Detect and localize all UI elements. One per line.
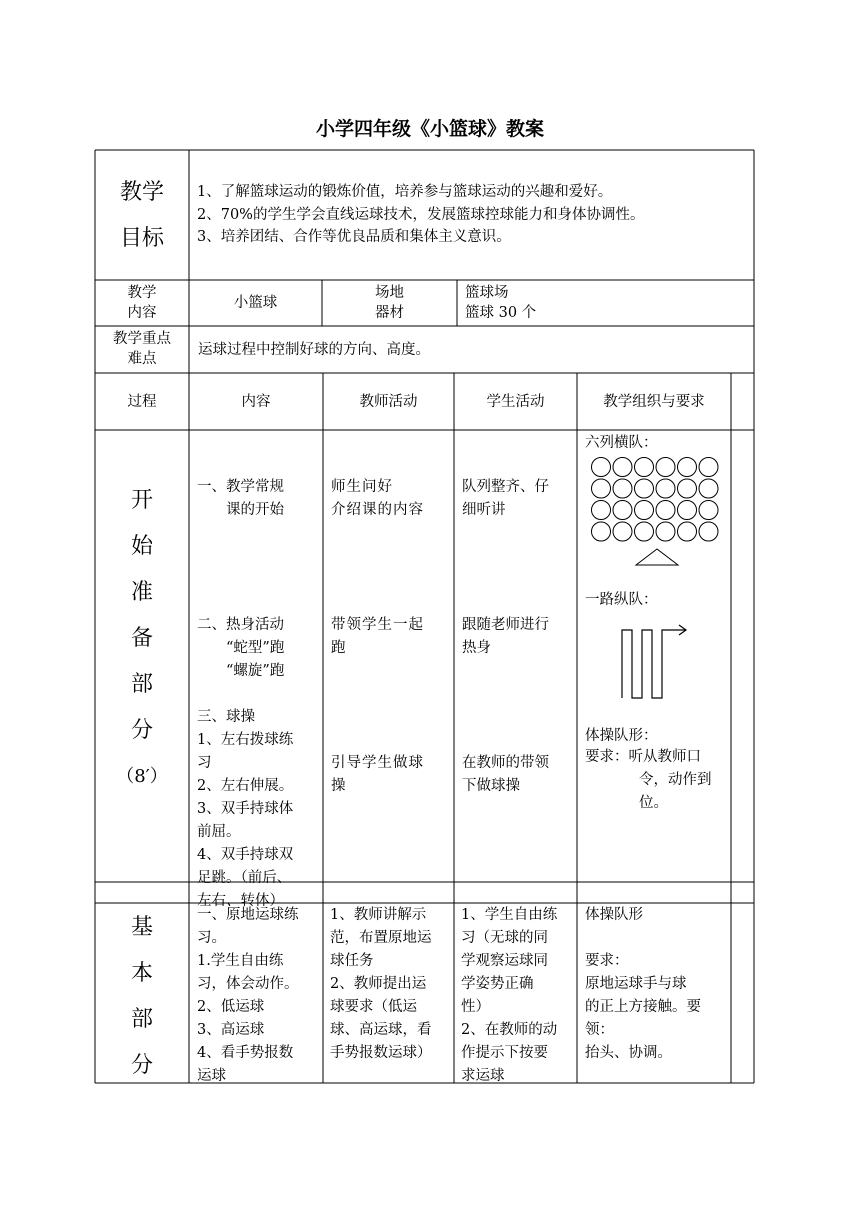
student-line: 在教师的带领 bbox=[462, 755, 549, 771]
venue-value bbox=[465, 283, 745, 323]
header-student: 学生活动 bbox=[486, 394, 545, 410]
student-circle bbox=[635, 501, 654, 520]
student-line bbox=[462, 522, 576, 545]
student-line: 习（无球的同 bbox=[461, 930, 548, 946]
student-line: 学姿势正确 bbox=[461, 976, 534, 992]
section-label-char: 始 bbox=[130, 534, 153, 559]
teacher-line bbox=[331, 522, 453, 545]
content-line: 3、双手持球体 bbox=[197, 801, 294, 817]
student-circle bbox=[635, 479, 654, 498]
content-line: 1、左右拨球练 bbox=[197, 732, 294, 748]
requirement-line: 位。 bbox=[639, 795, 668, 811]
start-teacher bbox=[331, 476, 453, 798]
section-label-char: 分 bbox=[130, 1053, 153, 1078]
section-label-char: 分 bbox=[130, 718, 153, 743]
student-line: 2、在教师的动 bbox=[461, 1022, 558, 1038]
content-line: 左右、转体） bbox=[197, 893, 284, 909]
basic-organization bbox=[585, 904, 730, 1065]
student-circle bbox=[592, 501, 611, 520]
teacher-line: 师生问好 bbox=[331, 479, 393, 495]
venue-line: 篮球场 bbox=[465, 285, 509, 301]
section-label-char: 准 bbox=[130, 580, 153, 605]
teacher-line: 1、教师讲解示 bbox=[330, 907, 427, 923]
student-circle bbox=[635, 522, 654, 541]
goals-label bbox=[95, 170, 189, 262]
content-line: 2、左右伸展。 bbox=[197, 778, 294, 794]
venue-label-line: 场地 bbox=[375, 285, 404, 301]
student-circle bbox=[592, 458, 611, 477]
section-label-char: 部 bbox=[130, 1007, 153, 1032]
page-title: 小学四年级《小篮球》教案 bbox=[315, 118, 544, 140]
student-circle bbox=[678, 501, 697, 520]
six-line-formation-diagram bbox=[590, 456, 730, 568]
student-line: 跟随老师进行 bbox=[462, 617, 549, 633]
org-line: 体操队形 bbox=[585, 907, 643, 923]
content-line: “螺旋”跑 bbox=[197, 663, 285, 679]
student-line bbox=[462, 545, 576, 568]
content-line: 2、低运球 bbox=[197, 999, 265, 1015]
student-circle bbox=[656, 458, 675, 477]
header-organization: 教学组织与要求 bbox=[603, 394, 705, 410]
teacher-line bbox=[331, 568, 453, 591]
student-circle bbox=[678, 479, 697, 498]
student-line: 作提示下按要 bbox=[461, 1045, 548, 1061]
key-label-line: 教学重点 bbox=[113, 331, 171, 347]
student-circle bbox=[613, 479, 632, 498]
section-label-char: 本 bbox=[130, 961, 153, 986]
teacher-line: 带领学生一起 bbox=[331, 617, 424, 633]
teacher-triangle bbox=[636, 549, 678, 565]
content-line bbox=[197, 545, 321, 568]
content-line: 课的开始 bbox=[197, 502, 284, 518]
key-value: 运球过程中控制好球的方向、高度。 bbox=[198, 342, 430, 358]
teacher-line: 球任务 bbox=[330, 953, 374, 969]
student-circle bbox=[699, 501, 718, 520]
goals-label-line: 目标 bbox=[119, 226, 164, 251]
teacher-line bbox=[331, 683, 453, 706]
student-circle bbox=[656, 501, 675, 520]
content-line: 运球 bbox=[197, 1068, 226, 1084]
header-process: 过程 bbox=[127, 394, 157, 410]
content-line bbox=[197, 683, 321, 706]
basic-teacher bbox=[330, 904, 453, 1065]
key-label-line: 难点 bbox=[127, 351, 157, 367]
teacher-line: 手势报数运球） bbox=[330, 1045, 432, 1061]
content-line: 一、原地运球练 bbox=[197, 907, 299, 923]
student-line bbox=[462, 568, 576, 591]
student-line: 性） bbox=[461, 999, 490, 1015]
goal-item: 2、70%的学生学会直线运球技术，发展篮球控球能力和身体协调性。 bbox=[197, 206, 645, 223]
student-line bbox=[462, 660, 576, 683]
teacher-line: 球要求（低运 bbox=[330, 999, 417, 1015]
org-line: 领： bbox=[585, 1022, 614, 1038]
student-line bbox=[462, 591, 576, 614]
org-line: 原地运球手与球 bbox=[585, 976, 687, 992]
teacher-line: 范，布置原地运 bbox=[330, 930, 432, 946]
content-line: 习。 bbox=[197, 930, 226, 946]
teacher-line bbox=[331, 729, 453, 752]
teacher-line: 操 bbox=[331, 778, 347, 794]
content-label-line: 内容 bbox=[127, 305, 157, 321]
start-student bbox=[462, 476, 576, 798]
org-line: 要求： bbox=[585, 953, 629, 969]
content-line: 3、高运球 bbox=[197, 1022, 265, 1038]
content-label-line: 教学 bbox=[127, 285, 157, 301]
content-line: 习，体会动作。 bbox=[197, 976, 299, 992]
content-line: “蛇型”跑 bbox=[197, 640, 285, 656]
student-circle bbox=[656, 522, 675, 541]
student-line: 队列整齐、仔 bbox=[462, 479, 549, 495]
goals-label-line: 教学 bbox=[119, 180, 164, 205]
student-line bbox=[462, 729, 576, 752]
content-line: 1.学生自由练 bbox=[197, 953, 284, 969]
goal-item: 3、培养团结、合作等优良品质和集体主义意识。 bbox=[197, 229, 511, 245]
requirements-label: 要求： bbox=[585, 749, 629, 765]
goals-list bbox=[197, 181, 752, 249]
student-circle bbox=[678, 458, 697, 477]
teacher-line bbox=[331, 545, 453, 568]
student-line bbox=[462, 706, 576, 729]
teacher-line bbox=[331, 660, 453, 683]
content-line bbox=[197, 591, 321, 614]
requirement-line: 令，动作到 bbox=[639, 772, 712, 788]
formation-1-label: 六列横队： bbox=[585, 435, 658, 451]
teacher-line bbox=[331, 706, 453, 729]
goal-item: 1、了解篮球运动的锻炼价值，培养参与篮球运动的兴趣和爱好。 bbox=[197, 184, 613, 200]
content-line: 前屈。 bbox=[197, 824, 241, 840]
formation-2-label: 一路纵队： bbox=[585, 592, 658, 608]
student-circle bbox=[635, 458, 654, 477]
student-circle bbox=[613, 501, 632, 520]
student-circle bbox=[613, 522, 632, 541]
student-line bbox=[462, 683, 576, 706]
teacher-line: 2、教师提出运 bbox=[330, 976, 427, 992]
key-label bbox=[95, 329, 189, 369]
start-content bbox=[197, 476, 321, 913]
requirement-line: 听从教师口 bbox=[628, 749, 701, 765]
content-line: 习 bbox=[197, 755, 212, 771]
venue-line: 篮球 30 个 bbox=[465, 305, 537, 321]
content-line bbox=[197, 568, 321, 591]
content-line: 4、双手持球双 bbox=[197, 847, 294, 863]
teacher-line bbox=[331, 591, 453, 614]
student-line: 求运球 bbox=[461, 1068, 505, 1084]
student-line: 下做球操 bbox=[462, 778, 520, 794]
content-label bbox=[95, 283, 189, 323]
student-circle bbox=[699, 458, 718, 477]
teacher-line: 球、高运球，看 bbox=[330, 1022, 432, 1038]
venue-label bbox=[322, 283, 457, 323]
section-label-char: 开 bbox=[130, 488, 153, 513]
content-value: 小篮球 bbox=[233, 295, 278, 311]
content-line: 4、看手势报数 bbox=[197, 1045, 294, 1061]
student-circle bbox=[678, 522, 697, 541]
student-circle bbox=[656, 479, 675, 498]
content-line: 足跳。（前后、 bbox=[197, 870, 292, 886]
venue-label-line: 器材 bbox=[375, 305, 404, 321]
formation-3-label: 体操队形： bbox=[585, 728, 658, 744]
content-line bbox=[197, 522, 321, 545]
basic-content bbox=[197, 904, 321, 1088]
teacher-line: 介绍课的内容 bbox=[331, 502, 424, 518]
content-line: 一、教学常规 bbox=[197, 479, 284, 495]
teacher-line: 引导学生做球 bbox=[331, 755, 424, 771]
student-circle bbox=[613, 458, 632, 477]
teacher-line: 跑 bbox=[331, 640, 347, 656]
section-label-duration: （8′） bbox=[116, 766, 168, 787]
student-line: 细听讲 bbox=[462, 502, 506, 518]
student-circle bbox=[592, 522, 611, 541]
header-content: 内容 bbox=[241, 394, 271, 410]
student-line: 1、学生自由练 bbox=[461, 907, 558, 923]
basic-student bbox=[461, 904, 576, 1088]
org-line bbox=[585, 927, 730, 950]
student-line: 学观察运球同 bbox=[461, 953, 548, 969]
org-line: 抬头、协调。 bbox=[585, 1045, 672, 1061]
student-circle bbox=[699, 522, 718, 541]
start-requirements bbox=[585, 746, 729, 815]
org-line: 的正上方接触。要 bbox=[585, 999, 701, 1015]
student-line: 热身 bbox=[462, 640, 491, 656]
snake-column-path-diagram bbox=[615, 622, 695, 702]
basic-section-label bbox=[95, 905, 189, 1089]
header-teacher: 教师活动 bbox=[359, 394, 418, 410]
student-circle bbox=[699, 479, 718, 498]
content-line: 三、球操 bbox=[197, 709, 255, 725]
section-label-char: 基 bbox=[130, 915, 153, 940]
student-circle bbox=[592, 479, 611, 498]
section-label-char: 备 bbox=[130, 626, 153, 651]
content-line: 二、热身活动 bbox=[197, 617, 284, 633]
section-label-char: 部 bbox=[130, 672, 153, 697]
start-section-label bbox=[95, 478, 189, 800]
